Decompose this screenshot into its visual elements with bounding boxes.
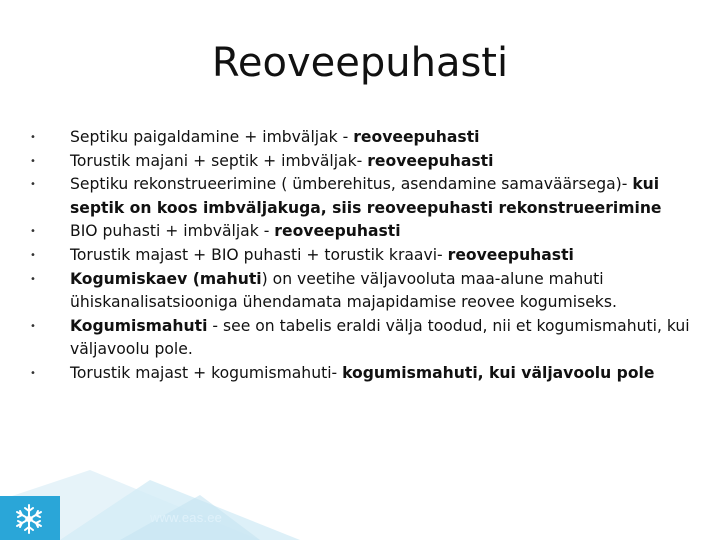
- bullet-text-bold: Kogumismahuti: [70, 316, 208, 335]
- slide-title: Reoveepuhasti: [211, 40, 509, 86]
- bullet-dot-icon: •: [30, 132, 36, 143]
- bullet-item: [30, 268, 690, 315]
- bullet-text: BIO puhasti + imbväljak -: [70, 222, 275, 241]
- bullet-dot-icon: •: [30, 273, 36, 285]
- bullet-item: [30, 173, 690, 220]
- bullet-text: Septiku rekonstrueerimine ( ümberehitus, asendamine samaväärsega)-: [70, 175, 633, 194]
- bullet-text: Torustik majani + septik + imbväljak-: [70, 151, 368, 170]
- bullet-dot-icon: •: [30, 367, 36, 379]
- bullet-text-bold: Kogumiskaev (mahuti: [70, 269, 262, 288]
- bullet-item: [30, 220, 690, 244]
- website-url[interactable]: www.eas.ee: [150, 510, 223, 525]
- bullet-text-bold: reoveepuhasti: [367, 151, 494, 170]
- snowflake-logo-icon: [10, 502, 48, 536]
- bullet-text-bold: kogumismahuti, kui väljavoolu pole: [342, 363, 655, 382]
- bullet-text-bold: reoveepuhasti: [447, 245, 574, 264]
- bullet-text-bold: reoveepuhasti: [274, 222, 401, 241]
- bullet-dot-icon: •: [30, 179, 36, 191]
- bullet-dot-icon: •: [30, 249, 36, 261]
- bullet-text-bold: reoveepuhasti: [353, 128, 480, 146]
- footer-band: [0, 460, 720, 540]
- bullet-item: [30, 150, 690, 174]
- bullet-text-bold: kui septik on koos imbväljakuga, siis reoveepuhasti rekonstrueerimine: [70, 175, 662, 217]
- bullet-text: ) on veetihe väljavooluta maa-alune mahuti ühiskanalisatsiooniga ühendamata majapidamise reovee kogumiseks.: [70, 269, 617, 312]
- bullet-dot-icon: •: [30, 155, 36, 167]
- bullet-item: [30, 244, 690, 268]
- bullet-text: Torustik majast + BIO puhasti + torustik kraavi-: [70, 245, 448, 264]
- bullet-text: - see on tabelis eraldi välja toodud, nii et kogumismahuti, kui väljavoolu pole.: [70, 316, 690, 359]
- bullet-item: [30, 315, 690, 362]
- bullet-text: Septiku paigaldamine + imbväljak -: [70, 128, 354, 146]
- bullet-item: [30, 126, 690, 150]
- bullet-list: [30, 126, 690, 386]
- bullet-dot-icon: •: [30, 226, 36, 238]
- bullet-dot-icon: •: [30, 320, 36, 332]
- bullet-item: [30, 362, 690, 386]
- bullet-text: Torustik majast + kogumismahuti-: [70, 363, 343, 382]
